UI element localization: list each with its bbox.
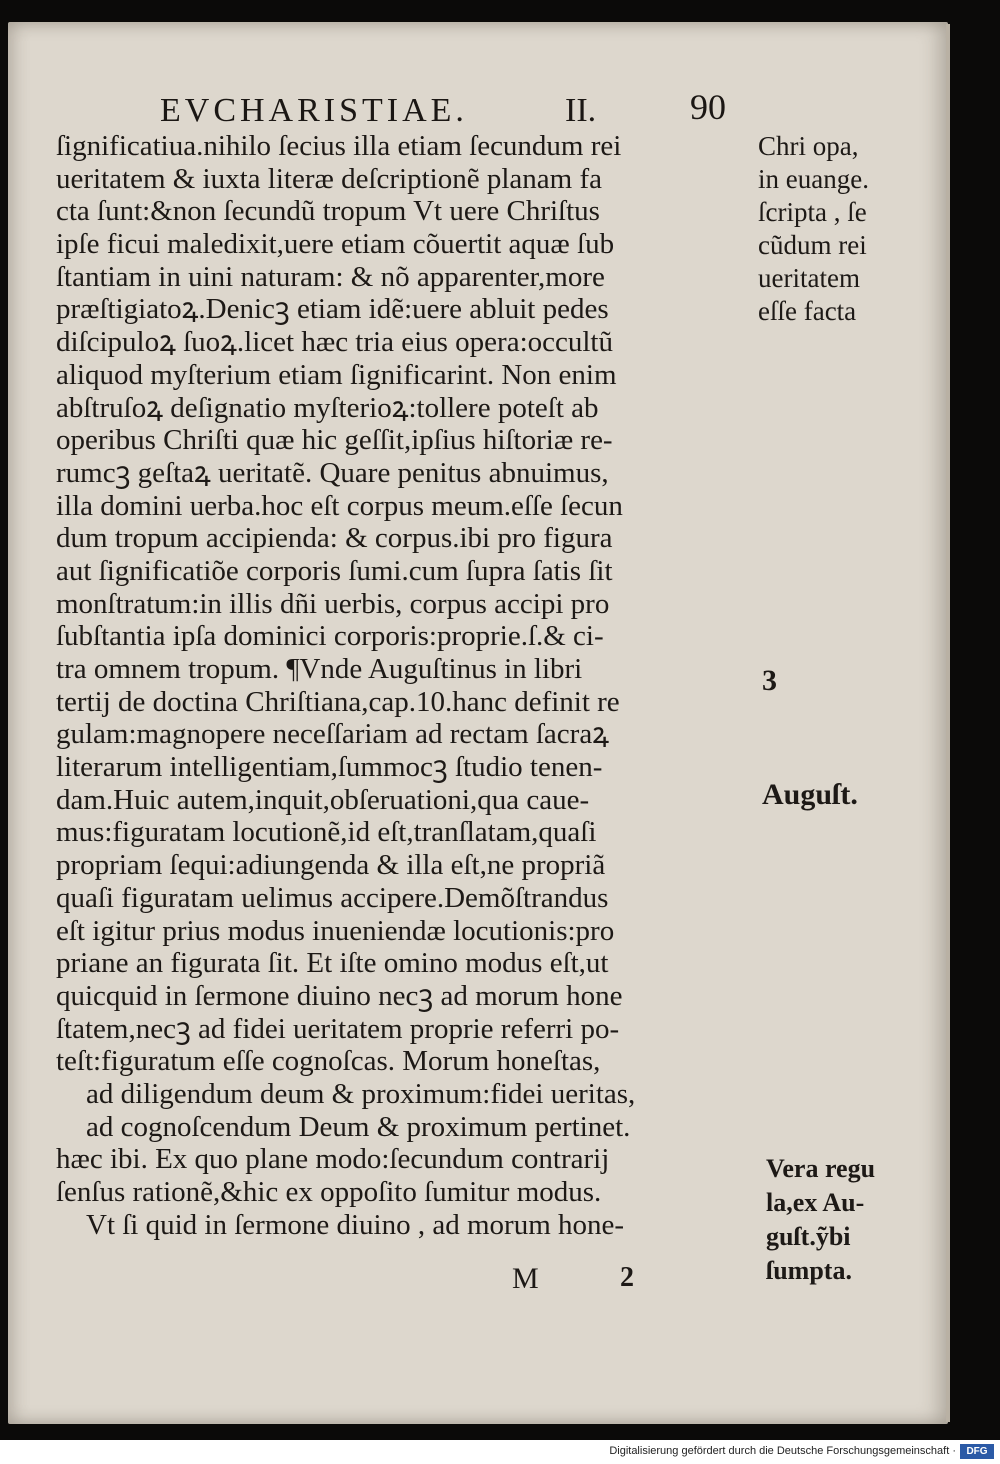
text-line: ſubſtantia ipſa dominici corporis:proprie.ſ.& ci- [56, 620, 604, 653]
text-line: quicquid in ſermone diuino necꝫ ad morum hone [56, 979, 623, 1012]
margin-note-line: ſcripta , ſe [758, 197, 867, 227]
text-line: diſcipuloꝝ ſuoꝝ.licet hæc tria eius opera:occultũ [56, 326, 613, 359]
text-line: rumcꝫ geſtaꝝ ueritatẽ. Quare penitus abnuimus, [56, 456, 609, 489]
text-line: gulam:magnopere neceſſariam ad rectam ſacraꝝ [56, 718, 609, 751]
text-line: illa domini uerba.hoc eſt corpus meum.eſſe ſecun [56, 489, 623, 522]
text-line: ſtatem,necꝫ ad fidei ueritatem proprie referri po- [56, 1012, 620, 1045]
text-line: abſtruſoꝝ deſignatio myſterioꝝ:tollere poteſt ab [56, 391, 599, 424]
margin-note-line: guſt.ỹbi [766, 1222, 851, 1251]
text-line: ſtantiam in uini naturam: & nõ apparenter,more [56, 260, 605, 293]
text-line: priane an figurata ſit. Et iſte omino modus eſt,ut [56, 947, 609, 980]
text-line: operibus Chriſti quæ hic geſſit,ipſius hiſtoriæ re- [56, 424, 613, 457]
text-line: ueritatem & iuxta literæ deſcriptionẽ planam fa [56, 162, 602, 195]
text-line: teſt:figuratum eſſe cognoſcas. Morum honeſtas, [56, 1045, 601, 1078]
text-line: dam.Huic autem,inquit,obſeruationi,qua caue- [56, 783, 590, 816]
margin-note-line: ueritatem [758, 263, 860, 293]
funding-credit: Digitalisierung gefördert durch die Deutsche Forschungsgemeinschaft · [609, 1445, 956, 1457]
text-line: quaſi figuratam uelimus accipere.Demõſtrandus [56, 881, 609, 914]
text-line: aliquod myſterium etiam ſignificarint. Non enim [56, 358, 617, 391]
footer-bar [0, 1440, 1000, 1464]
margin-note-number: 3 [762, 664, 777, 697]
text-line: literarum intelligentiam,ſummocꝫ ſtudio tenen- [56, 751, 603, 784]
margin-note-true-rule [766, 1152, 875, 1288]
text-line: eſt igitur prius modus inueniendæ locutionis:pro [56, 914, 615, 947]
folio-number: 90 [690, 87, 726, 127]
text-line: mus:figuratam locutionẽ,id eſt,tranſlatam,quaſi [56, 816, 597, 849]
margin-note-line: Chri opa, [758, 131, 859, 161]
page-edge [946, 24, 950, 1422]
text-line: tra omnem tropum. ¶Vnde Auguſtinus in libri [56, 653, 583, 685]
text-line: ad cognoſcendum Deum & proximum pertinet. [86, 1110, 631, 1143]
text-line: aut ſignificatiõe corporis ſumi.cum ſupra ſatis ſit [56, 554, 613, 587]
text-line: præſtigiatoꝝ.Denicꝫ etiam idẽ:uere abluit pedes [56, 293, 609, 326]
signature-mark: M [512, 1262, 539, 1295]
dfg-logo: DFG [960, 1444, 994, 1459]
part-number: II. [565, 92, 597, 129]
margin-note-line: la,ex Au- [766, 1188, 865, 1217]
text-line: hæc ibi. Ex quo plane modo:ſecundum contrarij [56, 1143, 610, 1176]
text-line: tertij de doctina Chriſtiana,cap.10.hanc definit re [56, 685, 620, 718]
running-title: EVCHARISTIAE. [160, 92, 468, 129]
text-line: ipſe ficui maledixit,uere etiam cõuertit aquæ ſub [56, 228, 615, 261]
text-line: ſenſus rationẽ,&hic ex oppoſito ſumitur modus. [56, 1176, 602, 1208]
margin-note-christ-works [758, 130, 869, 328]
margin-note-line: ſumpta. [766, 1256, 852, 1285]
margin-note-line: cũdum rei [758, 230, 867, 260]
text-line: cta ſunt:&non ſecundũ tropum Vt uere Chriſtus [56, 195, 600, 228]
text-line: dum tropum accipienda: & corpus.ibi pro figura [56, 522, 613, 555]
text-line: ſignificatiua.nihilo ſecius illa etiam ſecundum rei [56, 130, 622, 162]
text-line: Vt ſi quid in ſermone diuino , ad morum hone- [86, 1208, 625, 1241]
margin-note-line: Vera regu [766, 1154, 876, 1183]
margin-note-line: in euange. [758, 164, 869, 194]
signature-number: 2 [620, 1262, 634, 1293]
text-line: propriam ſequi:adiungenda & illa eſt,ne propriã [56, 849, 606, 882]
text-line: monſtratum:in illis dñi uerbis, corpus accipi pro [56, 587, 610, 620]
margin-note-line: eſſe facta [758, 296, 857, 326]
main-text-block [56, 130, 746, 1241]
text-line: ad diligendum deum & proximum:fidei ueritas, [86, 1077, 636, 1110]
margin-note-august: Auguſt. [762, 778, 858, 811]
